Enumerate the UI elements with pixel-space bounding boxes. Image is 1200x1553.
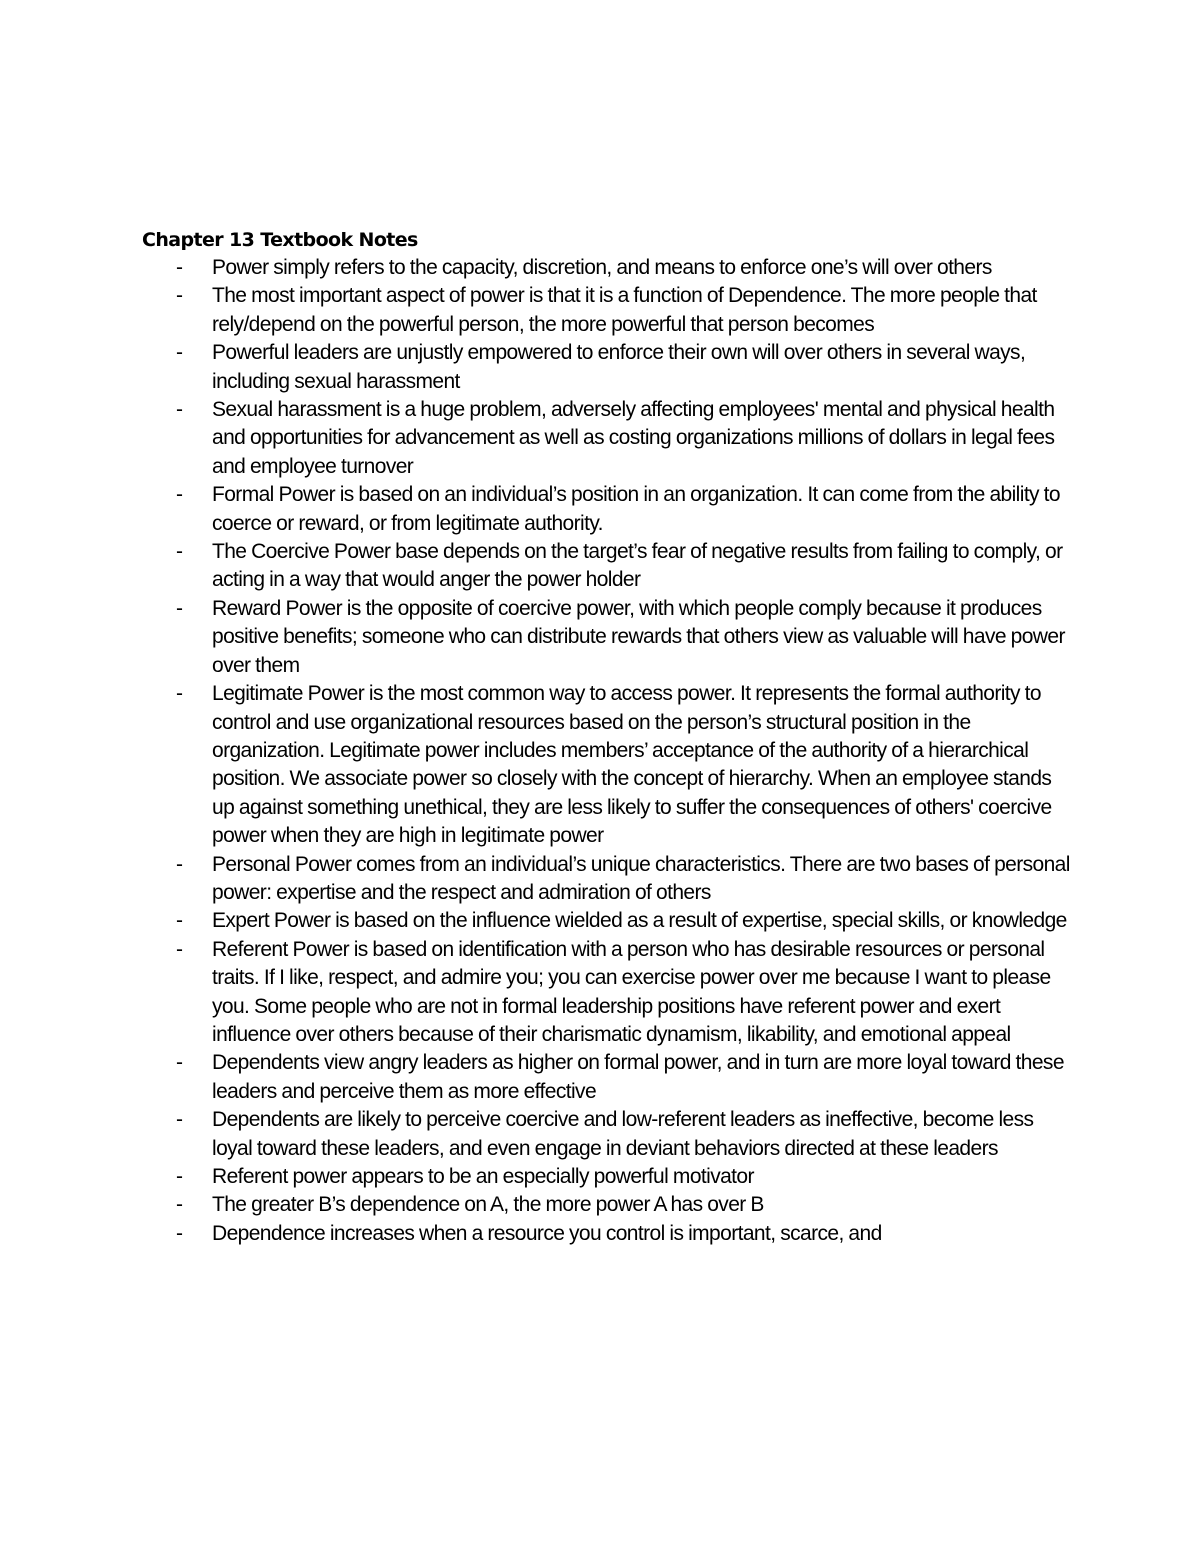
list-item-text: Expert Power is based on the influence wielded as a result of expertise, special skills, or knowledge	[212, 909, 1067, 933]
list-item	[142, 936, 1072, 1050]
bullet-dash: -	[176, 852, 183, 876]
list-item	[142, 538, 1072, 595]
list-item	[142, 396, 1072, 481]
bullet-dash: -	[176, 1193, 183, 1217]
list-item	[142, 254, 1072, 282]
bullet-dash: -	[176, 682, 183, 706]
list-item-text: Personal Power comes from an individual’s unique characteristics. There are two bases of personal power: expertise and the respect and admiration of others	[212, 852, 1070, 904]
list-item-text: Dependence increases when a resource you control is important, scarce, and	[212, 1221, 882, 1245]
list-item	[142, 1191, 1072, 1219]
bullet-dash: -	[176, 1108, 183, 1132]
bullet-dash: -	[176, 341, 183, 365]
list-item-text: The most important aspect of power is that it is a function of Dependence. The more people that rely/depend on the powerful person, the more powerful that person becomes	[212, 284, 1037, 336]
bullet-dash: -	[176, 596, 183, 620]
list-item	[142, 1220, 1072, 1248]
list-item	[142, 1163, 1072, 1191]
list-item-text: Dependents view angry leaders as higher on formal power, and in turn are more loyal toward these leaders and perceive them as more effective	[212, 1051, 1064, 1103]
notes-list	[142, 254, 1072, 1248]
list-item	[142, 851, 1072, 908]
bullet-dash: -	[176, 284, 183, 308]
bullet-dash: -	[176, 540, 183, 564]
list-item	[142, 339, 1072, 396]
list-item-text: The Coercive Power base depends on the target’s fear of negative results from failing to comply, or acting in a way that would anger the power holder	[212, 540, 1063, 592]
list-item	[142, 907, 1072, 935]
list-item	[142, 680, 1072, 850]
list-item-text: Referent power appears to be an especially powerful motivator	[212, 1165, 754, 1188]
bullet-dash: -	[176, 256, 183, 279]
list-item-text: Formal Power is based on an individual’s position in an organization. It can come from the ability to coerce or reward, or from legitimate authority.	[212, 483, 1061, 535]
list-item	[142, 282, 1072, 339]
page-title: Chapter 13 Textbook Notes	[142, 229, 418, 251]
list-item-text: Powerful leaders are unjustly empowered to enforce their own will over others in several ways, including sexual harassment	[212, 341, 1026, 393]
list-item	[142, 1049, 1072, 1106]
bullet-dash: -	[176, 483, 183, 507]
list-item-text: The greater B’s dependence on A, the more power A has over B	[212, 1193, 764, 1217]
list-item-text: Dependents are likely to perceive coercive and low-referent leaders as ineffective, become less loyal toward these leaders, and even engage in deviant behaviors directed at these leaders	[212, 1108, 1034, 1160]
list-item	[142, 595, 1072, 680]
bullet-dash: -	[176, 398, 183, 422]
bullet-dash: -	[176, 937, 183, 961]
list-item	[142, 481, 1072, 538]
bullet-dash: -	[176, 1221, 183, 1245]
bullet-dash: -	[176, 909, 183, 933]
list-item-text: Reward Power is the opposite of coercive power, with which people comply because it produces positive benefits; someone who can distribute rewards that others view as valuable will have power over them	[212, 596, 1065, 677]
list-item-text: Referent Power is based on identification with a person who has desirable resources or personal traits. If I like, respect, and admire you; you can exercise power over me because I want to please you. Some people who are not in formal leadership positions have referent power and exert influence over others because of their charismatic dynamism, likability, and emotional appeal	[212, 937, 1051, 1046]
list-item-text: Sexual harassment is a huge problem, adversely affecting employees' mental and physical health and opportunities for advancement as well as costing organizations millions of dollars in legal fees and employee turnover	[212, 398, 1055, 478]
list-item	[142, 1106, 1072, 1163]
list-item-text: Power simply refers to the capacity, discretion, and means to enforce one’s will over others	[212, 256, 992, 279]
bullet-dash: -	[176, 1165, 183, 1188]
list-item-text: Legitimate Power is the most common way to access power. It represents the formal authority to control and use organizational resources based on the person’s structural position in the organization. Legitimate power includes members’ acceptance of the authority of a hierarchical position. We associate power so closely with the concept of hierarchy. When an employee stands up against something unethical, they are less likely to suffer the consequences of others' coercive power when they are high in legitimate power	[212, 682, 1052, 848]
bullet-dash: -	[176, 1051, 183, 1075]
